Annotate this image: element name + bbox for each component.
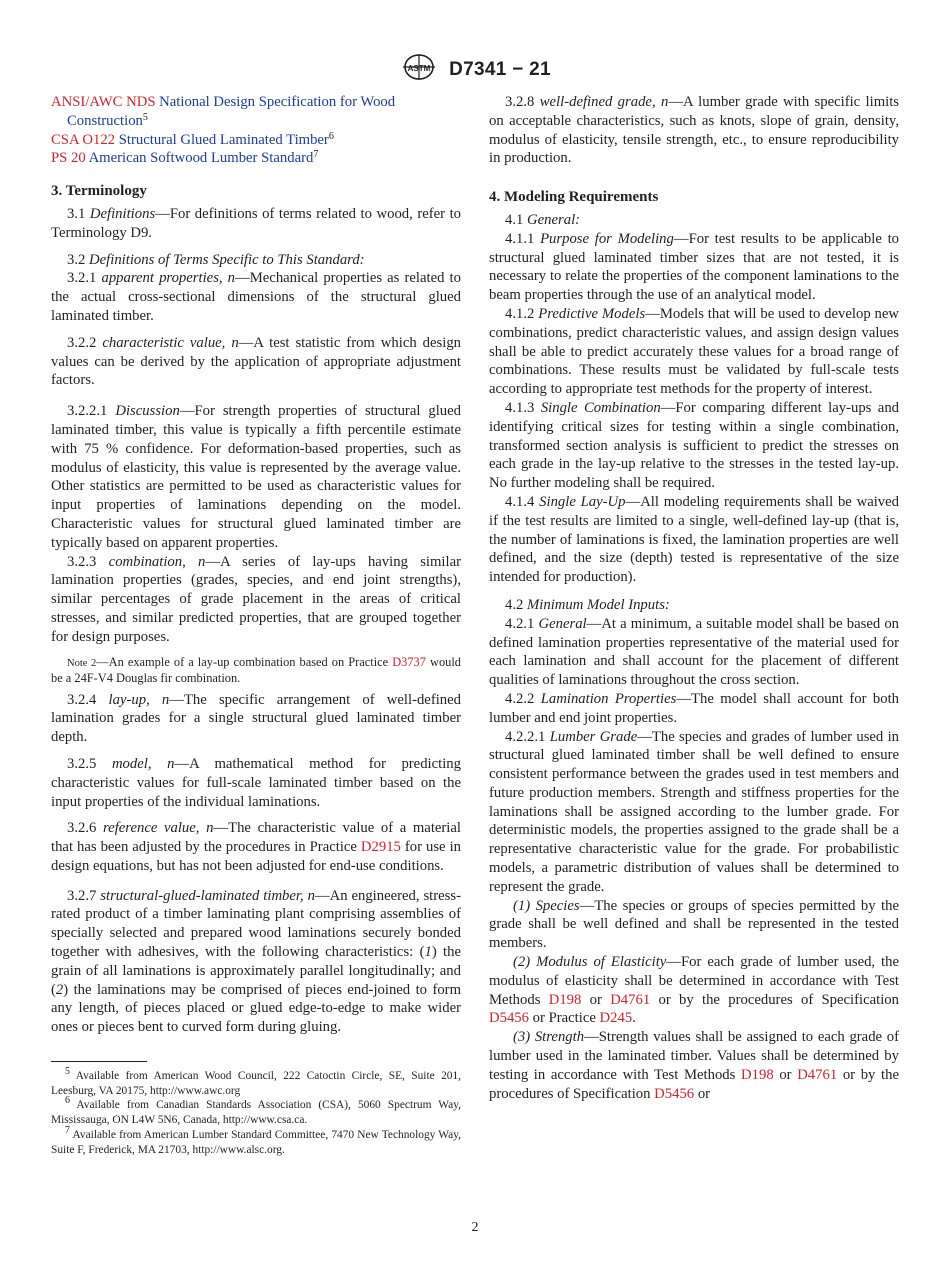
ref-code[interactable]: ANSI/AWC NDS xyxy=(51,94,156,110)
para-4-2-2-1: 4.2.2.1 Lumber Grade—The species and grades of lumber used in structural glued laminated timber shall be well defined to ensure consistent performance between the grades used in test members and future production members. Strength and stiffness properties for the laminations shall be assigned according to the lumber grade. For deterministic models, the properties assigned to the grade shall be a representative characteristic value for the grade. For probabilistic models, a parametric distribution of values shall be determined to represent the grade. xyxy=(489,728,899,895)
para-4-1: 4.1 General: xyxy=(505,211,581,228)
page-number: 2 xyxy=(471,1220,479,1235)
ref-code[interactable]: PS 20 xyxy=(51,150,86,167)
astm-logo-text: ASTM xyxy=(407,64,431,73)
astm-logo-icon xyxy=(399,52,439,87)
para-4-1-2: 4.1.2 Predictive Models—Models that will be used to develop new combinations, predict characteristic values, and assign design values shall be able to predict accurately these values for a broad range of combinations. These results must be validated by full-scale tests according to appropriate test methods for the property of interest. xyxy=(489,305,900,398)
para-3-2-2: 3.2.2 characteristic value, n—A test statistic from which design values can be derived by the application of appropriate adjustment factors. xyxy=(51,334,462,389)
para-3-2-1: 3.2.1 apparent properties, n—Mechanical properties as related to the actual cross-sectional dimensions of the structural glued laminated timber. xyxy=(51,270,461,324)
ref-csa-o122 xyxy=(51,131,461,150)
standard-designation: D7341 − 21 xyxy=(449,58,551,80)
para-3-2-2-1: 3.2.2.1 Discussion—For strength properties of structural glued laminated timber, this value is typically a fifth percentile estimate with 75 % confidence. For deformation-based properties, such as modulus of elasticity, this value is represented by the average value. Other statistics are permitted to be used as characteristic values for input properties of laminations depending on the model. Characteristic values for structural glued laminated timber are typically based on apparent properties. xyxy=(51,403,461,551)
footnote-mark: 5 xyxy=(142,111,148,123)
para-3-2-4: 3.2.4 lay-up, n—The specific arrangement of well-defined lamination grades for a single structural glued laminated timber depth. xyxy=(51,691,461,746)
item-2-modulus: (2) Modulus of Elasticity—For each grade of lumber used, the modulus of elasticity shall be determined in accordance with Test Methods D198 or D4761 or by the procedures of Specification D5456 or Practice D245. xyxy=(489,954,899,1027)
para-3-2-7: 3.2.7 structural-glued-laminated timber, n—An engineered, stress-rated product of a timber laminating plant comprising assemblies of specially selected and prepared wood laminations securely bonded together with adhesives, with the following characteristics: (1) the grain of all laminations is approximately parallel longitudinally; and (2) the laminations may be comprised of pieces end-joined to form any length, of pieces placed or glued edge-to-edge to make wider ones or pieces bent to curved form during gluing. xyxy=(51,887,461,1036)
footnote-6: $^6$ Available from Canadian Standards Association (CSA), 5060 Spectrum Way, Mississauga, ON L4W 5N6, Canada, http://www.csa.ca. xyxy=(51,1095,461,1127)
left-column xyxy=(51,93,461,1157)
para-4-2-2: 4.2.2 Lamination Properties—The model shall account for both lumber and end joint properties. xyxy=(489,690,900,726)
para-3-2: 3.2 Definitions of Terms Specific to This Standard: xyxy=(67,251,365,268)
para-4-1-3: 4.1.3 Single Combination—For comparing different lay-ups and identifying critical sizes for testing within a single combination, transformed section analysis is sufficient to predict the stresses on each grade in the lay-up relative to the stresses in the tested lay-up. No further modeling shall be required. xyxy=(489,399,900,492)
ref-d4761-link[interactable]: D4761 xyxy=(610,991,651,1008)
para-3-2-5: 3.2.5 model, n—A mathematical method for predicting characteristic values for full-scale laminated timber based on the input properties of the individual laminations. xyxy=(51,755,461,810)
item-1-species: (1) Species—The species or groups of species permitted by the grade shall be well defined and shall be represented in the tested members. xyxy=(489,897,899,952)
footnote-7: $^7$ Available from American Lumber Standard Committee, 7470 New Technology Way, Suite F, Frederick, MA 21703, http://www.alsc.org. xyxy=(51,1124,461,1156)
para-4-2: 4.2 Minimum Model Inputs: xyxy=(505,596,670,613)
ref-d5456-link[interactable]: D5456 xyxy=(654,1085,695,1102)
para-3-2-6: 3.2.6 reference value, n—The characteristic value of a material that has been adjusted by the procedures in Practice D2915 for use in design equations, but has not been adjusted for end-use conditions. xyxy=(51,820,461,874)
page-header xyxy=(0,52,950,87)
note-2: Note 2—An example of a lay-up combination based on Practice D3737 would be a 24F-V4 Douglas fir combination. xyxy=(51,654,461,686)
para-4-1-4: 4.1.4 Single Lay-Up—All modeling requirements shall be waived if the test results are limited to a single, well-defined lay-up (that is, the number of laminations is fixed, the lamination properties are well defined, and the size (depth) tested is representative of the size intended for production). xyxy=(489,493,900,586)
section-3-heading: 3. Terminology xyxy=(51,183,147,200)
section-4-heading: 4. Modeling Requirements xyxy=(489,189,659,206)
right-column xyxy=(489,93,899,1103)
ref-title[interactable]: Structural Glued Laminated Timber xyxy=(118,131,329,148)
ref-d198-link[interactable]: D198 xyxy=(548,991,582,1008)
ref-ansi-nds xyxy=(51,93,461,131)
ref-ps20 xyxy=(51,149,461,168)
ref-d245-link[interactable]: D245 xyxy=(599,1010,633,1027)
para-4-1-1: 4.1.1 Purpose for Modeling—For test results to be applicable to structural glued laminated timber sizes that are not tested, it is necessary to relate the properties of the component laminations to the beam properties through the use of an analytical model. xyxy=(489,230,899,304)
ref-d3737-link[interactable]: D3737 xyxy=(392,654,426,669)
para-3-1: 3.1 Definitions—For definitions of terms related to wood, refer to Terminology D9. xyxy=(51,205,461,241)
para-4-2-1: 4.2.1 General—At a minimum, a suitable model shall be based on defined lamination properties representative of the material used for each lamination and shall account for the placement of different qualities of laminations throughout the cross section. xyxy=(489,615,900,689)
ref-code[interactable]: CSA O122 xyxy=(51,131,116,148)
footnote-divider xyxy=(51,1061,147,1062)
ref-d2915-link[interactable]: D2915 xyxy=(360,839,401,856)
para-3-2-8: 3.2.8 well-defined grade, n—A lumber grade with specific limits on acceptable characteristics, such as knots, slope of grain, density, modulus of elasticity, tensile strength, etc., to ensure reproducibility in production. xyxy=(489,94,899,167)
ref-title[interactable]: National Design Specification for Wood Construction xyxy=(67,94,396,129)
ref-title[interactable]: American Softwood Lumber Standard xyxy=(88,150,314,167)
footnote-mark: 7 xyxy=(313,149,319,161)
para-3-2-3: 3.2.3 combination, n—A series of lay-ups having similar lamination properties (grades, species, and end joint strengths), similar percentages of grade placement in the areas of critical stresses, and similar predicted properties, that are grouped together for design purposes. xyxy=(51,553,461,645)
item-3-strength: (3) Strength—Strength values shall be assigned to each grade of lumber used in the laminated timber. Values shall be determined by testing in accordance with Test Methods D198 or D4761 or by the procedures of Specification D5456 or xyxy=(489,1029,900,1102)
ref-d4761-link[interactable]: D4761 xyxy=(797,1066,838,1083)
ref-d198-link[interactable]: D198 xyxy=(741,1066,774,1083)
footnote-5: $^5$ Available from American Wood Council, 222 Catoctin Circle, SE, Suite 201, Leesburg, VA 20175, http://www.awc.org xyxy=(51,1066,462,1097)
footnote-mark: 6 xyxy=(328,130,334,142)
ref-d5456-link[interactable]: D5456 xyxy=(489,1010,529,1027)
